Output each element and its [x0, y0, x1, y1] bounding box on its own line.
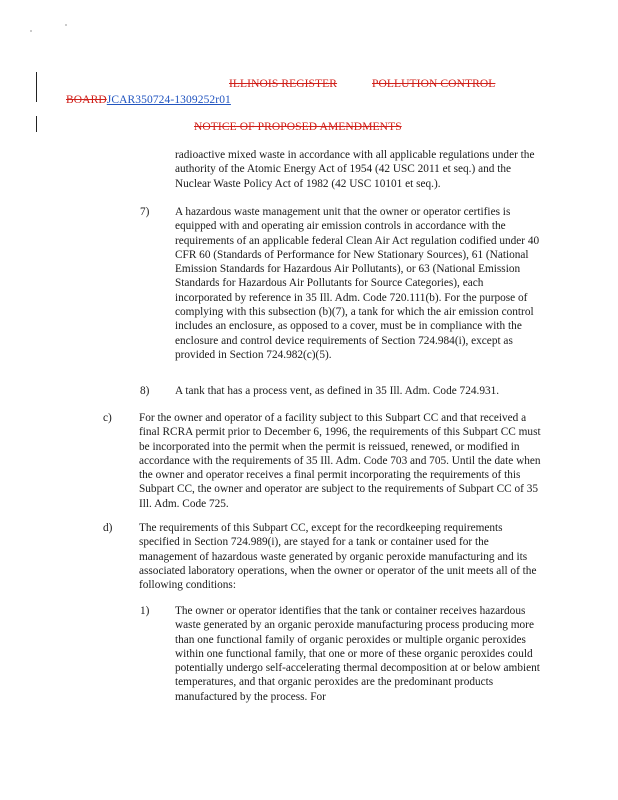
register-text: ILLINOIS REGISTER: [229, 78, 338, 90]
subsection-d-label: d): [103, 522, 113, 534]
revision-change-bar: [36, 72, 37, 102]
board-text: POLLUTION CONTROL: [372, 78, 496, 90]
scan-speck: [65, 24, 67, 26]
notice-text: NOTICE OF PROPOSED AMENDMENTS: [194, 121, 402, 133]
item-8-paragraph: A tank that has a process vent, as defined in 35 Ill. Adm. Code 724.931.: [175, 385, 500, 397]
item-8-label: 8): [140, 385, 150, 397]
item-7-paragraph: A hazardous waste management unit that the owner or operator certifies is equipped with and operating air emission controls in accordance with the requirements of an applicable federal Clean Air Act regulation codified under 40 CFR 60 (Standards of Performance for New Stationary Sources), 61 (National Emission Standards for Hazardous Air Pollutants), or 63 (National Emission Standards for Hazardous Air Pollutants for Source Categories), each incorporated by reference in 35 Ill. Adm. Code 720.111(b). For the purpose of complying with this subsection (b)(7), a tank for which the air emission control includes an enclosure, as opposed to a cover, must be in compliance with the enclosure and control device requirements of Section 724.984(i), except as provided in Section 724.982(c)(5).: [175, 206, 540, 361]
subsection-d-paragraph: The requirements of this Subpart CC, except for the recordkeeping requirements specified in Section 724.989(i), are stayed for a tank or container used for the management of hazardous waste generated by organic peroxide manufacturing and its associated laboratory operations, when the owner or operator of the unit meets all of the following conditions:: [139, 522, 537, 592]
subsection-d1-label: 1): [140, 605, 150, 617]
item-7-label: 7): [140, 206, 150, 218]
board-cont-text: BOARD: [66, 94, 107, 106]
board-header-struck: [372, 78, 495, 90]
jcar-header: [66, 94, 231, 106]
notice-header-struck: [194, 121, 402, 133]
register-header-struck: [229, 78, 337, 90]
jcar-control-number: JCAR350724-1309252r01: [106, 94, 231, 106]
continuation-paragraph: radioactive mixed waste in accordance with all applicable regulations under the authority of the Atomic Energy Act of 1954 (42 USC 2011 et seq.) and the Nuclear Waste Policy Act of 1982 (42 USC 10101 et seq.).: [175, 149, 535, 190]
scan-speck: [30, 30, 32, 32]
subsection-c-label: c): [103, 412, 112, 424]
subsection-c-paragraph: For the owner and operator of a facility subject to this Subpart CC and that received a final RCRA permit prior to December 6, 1996, the requirements of this Subpart CC must be incorporated into the permit when the permit is reissued, renewed, or modified in accordance with the requirements of 35 Ill. Adm. Code 703 and 705. Until the date when the owner and operator receives a final permit incorporating the requirements of this Subpart CC, the owner and operator are subject to the requirements of Subpart CC of 35 Ill. Adm. Code 725.: [139, 412, 541, 510]
subsection-d1-paragraph: The owner or operator identifies that the tank or container receives hazardous waste generated by an organic peroxide manufacturing process producing more than one functional family of organic peroxides or multiple organic peroxides within one functional family, that one or more of these organic peroxides could potentially undergo self-accelerating thermal decomposition at or below ambient temperatures, and that organic peroxides are the predominant products manufactured by the process. For: [175, 605, 540, 703]
revision-change-bar: [36, 116, 37, 132]
